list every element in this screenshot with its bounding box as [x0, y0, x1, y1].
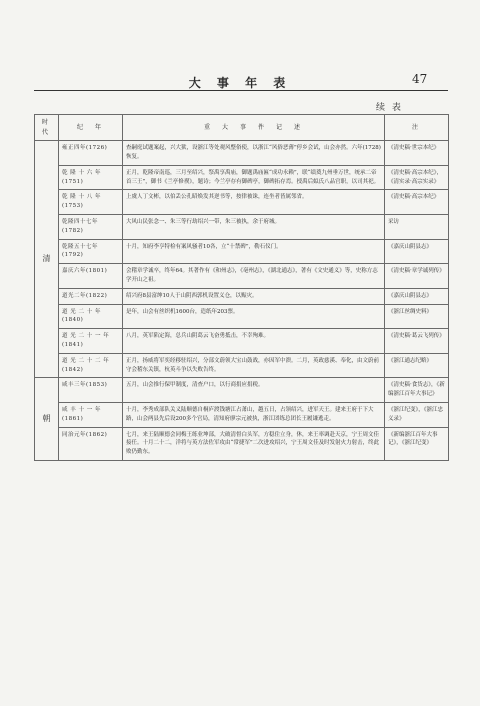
- table-row: [35, 239, 449, 264]
- header-year: 纪 年: [59, 115, 123, 141]
- year-cell: 道 光 二 十 二 年 (1842): [59, 353, 123, 378]
- year-cell: 道光二年(1822): [59, 288, 123, 304]
- continued-label: 续 表: [376, 103, 403, 113]
- event-cell: 十月，知府李亨特检有案风骚者10各，立“十禁碑”，勒石仪门。: [123, 239, 385, 264]
- notes-cell: 《嘉庆山阴县志》: [385, 288, 449, 304]
- year-cell: 乾 隆 十 八 年 (1753): [59, 190, 123, 215]
- dynasty-cell: 朝: [35, 378, 59, 461]
- dynasty-cell: 清: [35, 141, 59, 378]
- year-cell: 咸丰三年(1853): [59, 378, 123, 403]
- table-row: [35, 264, 449, 289]
- notes-cell: 《浙江丝绸史料》: [385, 304, 449, 329]
- event-cell: 会稽章学诚卒，终年64。其著作有《和州志》，《亳州志》，《湖北通志》，著有《文史通义》等，史称方志学开山之祖。: [123, 264, 385, 289]
- year-cell: 乾隆四十七年 (1782): [59, 214, 123, 239]
- notes-cell: 《清史稿·高宗本纪》，《清实录·高宗实录》: [385, 165, 449, 190]
- event-cell: 查嗣庭试题案起，兴大狱，设浙江等处观风整俗使，以浙江“风俗恶薄”停乡会试，山会亦然。六年(1728)恢复。: [123, 141, 385, 166]
- table-row: [35, 402, 449, 427]
- year-cell: 道 光 二 十 一 年 (1841): [59, 329, 123, 354]
- notes-cell: 《清史稿·高宗本纪》: [385, 190, 449, 215]
- table-row: [35, 288, 449, 304]
- title-rule: [34, 90, 448, 91]
- notes-cell: 《清史稿·食货志》，《新编浙江百年大事记》: [385, 378, 449, 403]
- year-cell: 乾隆五十七年 (1792): [59, 239, 123, 264]
- page-number: 47: [412, 72, 428, 86]
- table-row: [35, 141, 449, 166]
- year-cell: 同治元年(1862): [59, 427, 123, 460]
- page-title: 大 事 年 表: [188, 76, 292, 90]
- table-row: [35, 427, 449, 460]
- notes-cell: 《嘉庆山阴县志》: [385, 239, 449, 264]
- notes-cell: 《浙江通志纪略》: [385, 353, 449, 378]
- table-row: [35, 190, 449, 215]
- event-cell: 十月，李秀成部队关义陆顺德自桐庐渡钱塘江占萧山，越五日，占领绍兴，进军天王。建来王府于下大路，山会两县先后设200多个官局，清知府廖宗元被执，浙江团练总团长王履谦逃走。: [123, 402, 385, 427]
- event-cell: 上虞人丁文彬，以伯丢公孔昭焕发其逆书等，按律被诛，连坐者皆属邻省。: [123, 190, 385, 215]
- event-cell: 八月，英军陷定海，总兵山阴葛云飞奋勇抵击，不幸殉难。: [123, 329, 385, 354]
- header-notes: 注: [385, 115, 449, 141]
- header-era: 时代: [35, 115, 59, 141]
- event-cell: 是年，山会有丝织机1600台，造纸年203票。: [123, 304, 385, 329]
- table-row: [35, 329, 449, 354]
- table-header-row: [35, 115, 449, 141]
- table-row: [35, 304, 449, 329]
- event-cell: 五月，山会推行保甲制度，清查户口，以行商捐应捐税。: [123, 378, 385, 403]
- year-cell: 雍正四年(1726): [59, 141, 123, 166]
- table-row: [35, 378, 449, 403]
- event-cell: 七月，来王陆顺德会同梅王练业坤部，大破清督白头军，方稳住立身，休，来王率调赴天京，宁王周文佳接任。十月二十二，洋将与英方法佐军攻由“常捷军”二次进攻绍兴，宁王周文佳及时发射火力射击，终此败仍勤东。: [123, 427, 385, 460]
- year-cell: 嘉庆六年(1801): [59, 264, 123, 289]
- event-cell: 正月，乾隆帝南巡，三月至绍兴，祭禹享禹庙，御题禹庙匾“成功永赖”，联“绩奠九州垂万世，统承二帝首三王”，御书《兰亭修禊》，题诗；今兰亭存有御碑亭，御碑拓存焉。授禹后姒氏八品官职，以司其祀。: [123, 165, 385, 190]
- event-cell: 大风山民张念一、朱三等行劫绍兴一带，朱三被执，余于府城。: [123, 214, 385, 239]
- event-cell: 正月，扬威将军奕经移驻绍兴，分部文蔚领大宝山鼓战，亦因军中溃。二月，英政慈溪、奉化，由文蔚前守会稽东关镇，杭英斗争以失败告终。: [123, 353, 385, 378]
- table-row: [35, 214, 449, 239]
- header-event: 重 大 事 件 记 述: [123, 115, 385, 141]
- notes-cell: 《清史稿·葛云飞列传》: [385, 329, 449, 354]
- table-row: [35, 165, 449, 190]
- notes-cell: 《浙江纪变》，《浙江忠义录》: [385, 402, 449, 427]
- notes-cell: 《新编浙江百年大事记》，《浙江纪变》: [385, 427, 449, 460]
- chronology-table: [34, 114, 449, 461]
- notes-cell: 《清史稿·章学诚列传》: [385, 264, 449, 289]
- notes-cell: 采访: [385, 214, 449, 239]
- year-cell: 道 光 二 十 年 (1840): [59, 304, 123, 329]
- year-cell: 咸 丰 十 一 年 (1861): [59, 402, 123, 427]
- year-cell: 乾 隆 十 六 年 (1751): [59, 165, 123, 190]
- table-row: [35, 353, 449, 378]
- notes-cell: 《清史稿·世宗本纪》: [385, 141, 449, 166]
- event-cell: 绍兴府8县富绅10人于山阴西郭机设置义仓，以赈灾。: [123, 288, 385, 304]
